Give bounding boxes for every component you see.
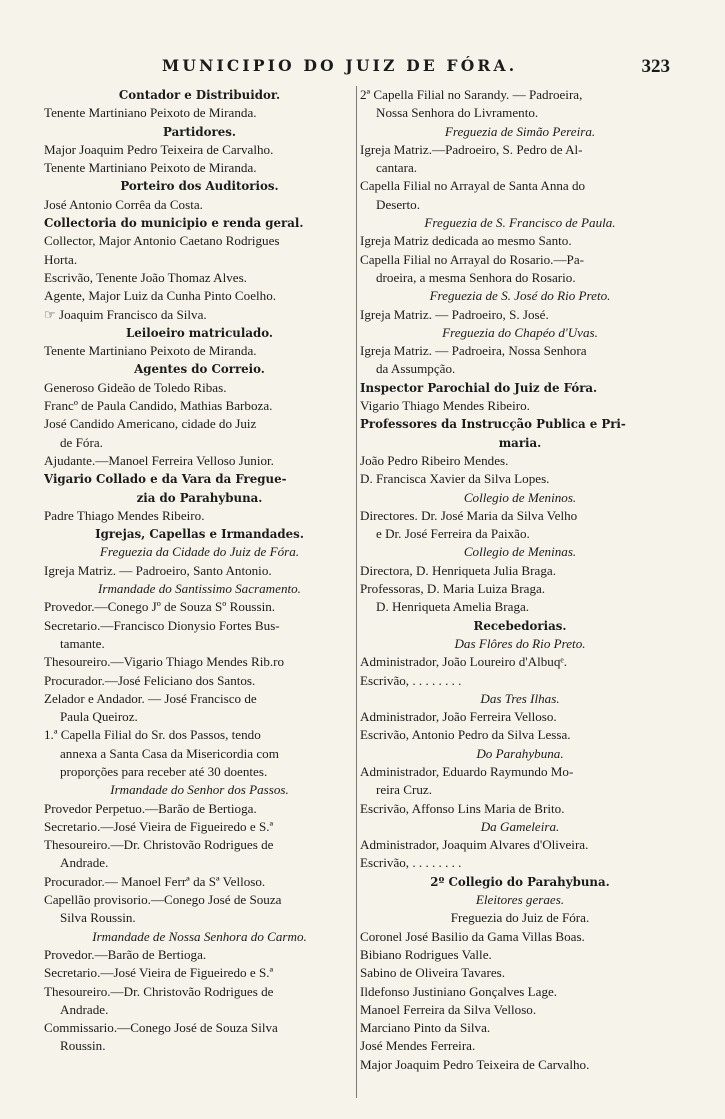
left-column [44, 86, 355, 1056]
text-line: Paula Queiroz. [60, 709, 138, 725]
text-line: Secretario.—Francisco Dionysio Fortes Bus- [44, 617, 280, 633]
text-line: Escrivão, Antonio Pedro da Silva Lessa. [360, 727, 571, 743]
section-heading: Agentes do Correio. [134, 362, 265, 377]
text-line: Provedor Perpetuo.—Barão de Bertioga. [44, 800, 257, 816]
text-line: Professoras, D. Maria Luiza Braga. [360, 581, 546, 597]
section-heading: Leiloeiro matriculado. [126, 325, 273, 340]
page-header [40, 56, 670, 78]
text-line: proporções para receber até 30 doentes. [60, 763, 268, 779]
text-line: Coronel José Basilio da Gama Villas Boas. [360, 928, 585, 944]
text-line: Roussin. [60, 1038, 106, 1054]
text-line: Manoel Ferreira da Silva Velloso. [360, 1001, 537, 1017]
text-line: Nossa Senhora do Livramento. [376, 105, 539, 121]
text-line: de Fóra. [60, 434, 103, 450]
section-heading: Partidores. [163, 124, 236, 139]
text-line: Secretario.—José Vieira de Figueiredo e S.ª [44, 818, 274, 834]
text-line: Ildefonso Justiniano Gonçalves Lage. [360, 983, 558, 999]
text-line: Tenente Martiniano Peixoto de Miranda. [44, 105, 257, 121]
text-line: Major Joaquim Pedro Teixeira de Carvalho. [44, 141, 274, 157]
text-line: Directora, D. Henriqueta Julia Braga. [360, 562, 556, 578]
text-line: Thesoureiro.—Dr. Christovão Rodrigues de [44, 983, 274, 999]
text-line: droeira, a mesma Senhora do Rosario. [376, 269, 576, 285]
section-heading: Professores da Instrucção Publica e Pri- [360, 417, 626, 432]
right-column [360, 86, 680, 1074]
section-heading: zia do Parahybuna. [136, 490, 263, 505]
text-line: Capellão provisorio.—Conego José de Souza [44, 892, 282, 908]
text-line: Escrivão, Tenente João Thomaz Alves. [44, 269, 247, 285]
text-line: Escrivão, Affonso Lins Maria de Brito. [360, 800, 565, 816]
section-heading: Inspector Parochial do Juiz de Fóra. [360, 380, 598, 395]
text-line: João Pedro Ribeiro Mendes. [360, 452, 509, 468]
text-line: José Antonio Corrêa da Costa. [44, 196, 203, 212]
text-line: Administrador, Eduardo Raymundo Mo- [360, 763, 574, 779]
text-line: tamante. [60, 635, 105, 651]
text-line: Capella Filial no Arrayal do Rosario.—Pa- [360, 251, 585, 267]
text-line: Andrade. [60, 855, 109, 871]
subheading: Das Flôres do Rio Preto. [454, 635, 586, 651]
text-line: Igreja Matriz. — Padroeiro, Santo Antonio. [44, 562, 272, 578]
section-heading: 2º Collegio do Parahybuna. [430, 874, 610, 889]
text-line: Provedor.—Barão de Bertioga. [44, 946, 207, 962]
page-number: 323 [641, 56, 670, 77]
text-line: Francº de Paula Candido, Mathias Barboza. [44, 398, 273, 414]
text-line: 2ª Capella Filial no Sarandy. — Padroeira, [360, 87, 583, 102]
subheading: Freguezia do Juiz de Fóra. [450, 910, 590, 926]
column-divider [356, 86, 357, 1098]
text-line: Administrador, Joaquim Alvares d'Oliveira. [360, 837, 589, 853]
text-line: Thesoureiro.—Vigario Thiago Mendes Rib.ro [44, 654, 285, 670]
section-heading: maria. [498, 435, 542, 450]
text-line: Bibiano Rodrigues Valle. [360, 946, 492, 962]
text-line: Collector, Major Antonio Caetano Rodrigues [44, 233, 280, 249]
text-line: Ajudante.—Manoel Ferreira Velloso Junior. [44, 452, 274, 468]
subheading: Irmandade do Santissimo Sacramento. [98, 581, 301, 597]
text-line: Padre Thiago Mendes Ribeiro. [44, 507, 205, 523]
text-line: reira Cruz. [376, 782, 432, 798]
subheading: Irmandade de Nossa Senhora do Carmo. [92, 928, 307, 944]
text-line: Commissario.—Conego José de Souza Silva [44, 1020, 278, 1036]
text-line: Agente, Major Luiz da Cunha Pinto Coelho. [44, 288, 277, 304]
text-line: Thesoureiro.—Dr. Christovão Rodrigues de [44, 837, 274, 853]
text-line: Generoso Gideão de Toledo Ribas. [44, 379, 227, 395]
text-line: Igreja Matriz.—Padroeiro, S. Pedro de Al- [360, 141, 583, 157]
text-line: José Mendes Ferreira. [360, 1038, 476, 1054]
text-line: Igreja Matriz dedicada ao mesmo Santo. [360, 233, 572, 249]
text-line: cantara. [376, 160, 418, 176]
text-line: Major Joaquim Pedro Teixeira de Carvalho. [360, 1056, 590, 1072]
text-line: D. Henriqueta Amelia Braga. [376, 599, 530, 615]
text-line: Horta. [44, 251, 78, 267]
text-line: Capella Filial no Arrayal de Santa Anna do [360, 178, 586, 194]
text-line: 1.ª Capella Filial do Sr. dos Passos, tendo [44, 727, 261, 743]
section-heading: Vigario Collado e da Vara da Fregue- [44, 472, 287, 487]
subheading: Da Gameleira. [480, 818, 560, 834]
subheading: Irmandade do Senhor dos Passos. [110, 782, 289, 798]
text-line: José Candido Americano, cidade do Juiz [44, 416, 257, 432]
subheading: Freguezia de S. José do Rio Preto. [429, 288, 611, 304]
text-line: Procurador.—José Feliciano dos Santos. [44, 672, 256, 688]
text-line: Vigario Thiago Mendes Ribeiro. [360, 398, 530, 414]
text-line: annexa a Santa Casa da Misericordia com [60, 745, 279, 761]
subheading: Do Parahybuna. [476, 745, 564, 761]
subheading: Freguezia do Chapéo d'Uvas. [442, 324, 598, 340]
text-line: Tenente Martiniano Peixoto de Miranda. [44, 160, 257, 176]
subheading: Collegio de Meninas. [463, 544, 577, 560]
subheading: Freguezia de Simão Pereira. [444, 123, 596, 139]
subheading: Eleitores geraes. [475, 892, 565, 908]
section-heading: Porteiro dos Auditorios. [120, 179, 279, 194]
subheading: Das Tres Ilhas. [480, 690, 560, 706]
running-title: MUNICIPIO DO JUIZ DE FÓRA. [162, 56, 518, 75]
text-line: Provedor.—Conego Jº de Souza Sº Roussin. [44, 599, 276, 615]
text-line: Marciano Pinto da Silva. [360, 1020, 491, 1036]
text-line: Escrivão, . . . . . . . . [360, 855, 462, 871]
text-line: da Assumpção. [376, 361, 456, 377]
text-line: Igreja Matriz. — Padroeiro, S. José. [360, 306, 549, 322]
text-line: Igreja Matriz. — Padroeira, Nossa Senhora [360, 343, 587, 359]
section-heading: Igrejas, Capellas e Irmandades. [95, 527, 304, 542]
text-line: Secretario.—José Vieira de Figueiredo e S.ª [44, 965, 274, 981]
text-line: Escrivão, . . . . . . . . [360, 672, 462, 688]
text-line: Administrador, João Loureiro d'Albuqᵉ. [360, 654, 568, 670]
text-line: Andrade. [60, 1001, 109, 1017]
section-heading: Recebedorias. [473, 618, 567, 633]
text-line: Silva Roussin. [60, 910, 136, 926]
subheading: Freguezia de S. Francisco de Paula. [424, 215, 616, 231]
text-line: Sabino de Oliveira Tavares. [360, 965, 506, 981]
section-heading: Collectoria do municipio e renda geral. [44, 216, 304, 231]
subheading: Freguezia da Cidade do Juiz de Fóra. [99, 544, 300, 560]
text-line: Zelador e Andador. — José Francisco de [44, 690, 257, 706]
text-line: e Dr. José Ferreira da Paixão. [376, 526, 530, 542]
text-line: ☞ Joaquim Francisco da Silva. [44, 306, 207, 322]
text-line: Deserto. [376, 196, 420, 212]
text-line: Procurador.— Manoel Ferrª da Sª Velloso. [44, 873, 266, 889]
subheading: Collegio de Meninos. [463, 489, 577, 505]
text-line: Tenente Martiniano Peixoto de Miranda. [44, 343, 257, 359]
section-heading: Contador e Distribuidor. [118, 88, 281, 102]
text-line: D. Francisca Xavier da Silva Lopes. [360, 471, 550, 487]
text-line: Directores. Dr. José Maria da Silva Velho [360, 507, 578, 523]
text-line: Administrador, João Ferreira Velloso. [360, 709, 557, 725]
